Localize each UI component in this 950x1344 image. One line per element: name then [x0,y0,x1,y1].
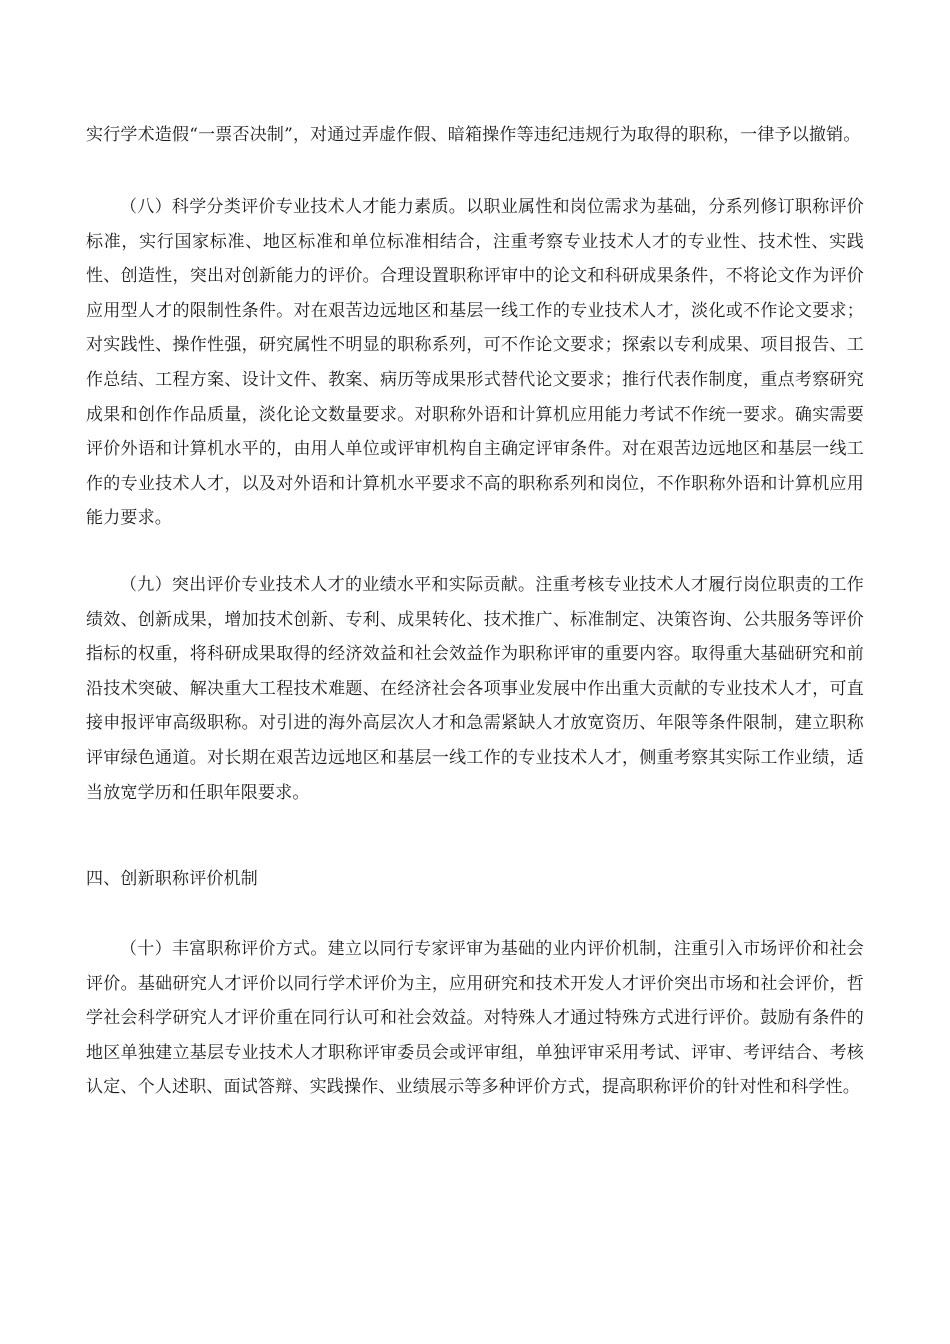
section-heading-innovation-mechanism: 四、创新职称评价机制 [86,869,258,889]
paragraph-item-9-performance-contribution: （九）突出评价专业技术人才的业绩水平和实际贡献。注重考核专业技术人才履行岗位职责的工作绩效、创新成果，增加技术创新、专利、成果转化、技术推广、标准制定、决策咨询、公共服务等评价指标的权重，将科研成果取得的经济效益和社会效益作为职称评审的重要内容。取得重大基础研究和前沿技术突破、解决重大工程技术难题、在经济社会各项事业发展中作出重大贡献的专业技术人才，可直接申报评审高级职称。对引进的海外高层次人才和急需紧缺人才放宽资历、年限等条件限制，建立职称评审绿色通道。对长期在艰苦边远地区和基层一线工作的专业技术人才，侧重考察其实际工作业绩，适当放宽学历和任职年限要求。 [86,575,864,803]
paragraph-academic-fraud-veto: 实行学术造假“一票否决制”，对通过弄虚作假、暗箱操作等违纪违规行为取得的职称，一律予以撤销。 [86,125,861,145]
paragraph-item-8-classified-evaluation: （八）科学分类评价专业技术人才能力素质。以职业属性和岗位需求为基础，分系列修订职称评价标准，实行国家标准、地区标准和单位标准相结合，注重考察专业技术人才的专业性、技术性、实践性、创造性，突出对创新能力的评价。合理设置职称评审中的论文和科研成果条件，不将论文作为评价应用型人才的限制性条件。对在艰苦边远地区和基层一线工作的专业技术人才，淡化或不作论文要求；对实践性、操作性强，研究属性不明显的职称系列，可不作论文要求；探索以专利成果、项目报告、工作总结、工程方案、设计文件、教案、病历等成果形式替代论文要求；推行代表作制度，重点考察研究成果和创作作品质量，淡化论文数量要求。对职称外语和计算机应用能力考试不作统一要求。确实需要评价外语和计算机水平的，由用人单位或评审机构自主确定评审条件。对在艰苦边远地区和基层一线工作的专业技术人才，以及对外语和计算机水平要求不高的职称系列和岗位，不作职称外语和计算机应用能力要求。 [86,197,864,529]
paragraph-item-10-evaluation-methods: （十）丰富职称评价方式。建立以同行专家评审为基础的业内评价机制，注重引入市场评价和社会评价。基础研究人才评价以同行学术评价为主，应用研究和技术开发人才评价突出市场和社会评价，哲学社会科学研究人才评价重在同行认可和社会效益。对特殊人才通过特殊方式进行评价。鼓励有条件的地区单独建立基层专业技术人才职称评审委员会或评审组，单独评审采用考试、评审、考评结合、考核认定、个人述职、面试答辩、实践操作、业绩展示等多种评价方式，提高职称评价的针对性和科学性。 [86,939,864,1098]
